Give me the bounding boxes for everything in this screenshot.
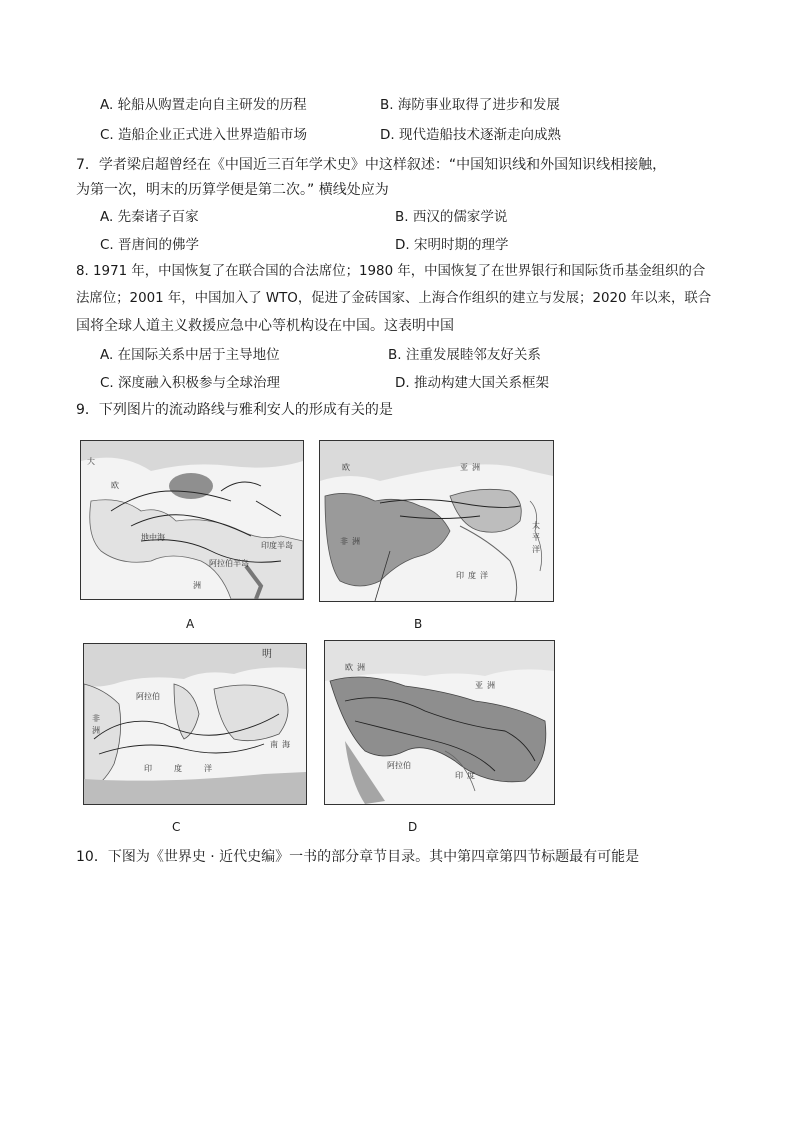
map-b-label-4: 非 bbox=[340, 537, 348, 546]
map-d-label-4: 洲 bbox=[487, 681, 495, 690]
map-b-label-3: 洲 bbox=[472, 463, 480, 472]
q7-option-b[interactable]: B. 西汉的儒家学说 bbox=[395, 209, 508, 225]
map-b-label-8: 洋 bbox=[532, 545, 540, 554]
q8-option-a[interactable]: A. 在国际关系中居于主导地位 bbox=[100, 347, 280, 363]
map-a-label-2: 欧 bbox=[111, 481, 119, 490]
q7-stem-line2: 为第一次，明末的历算学便是第二次。” 横线处应为 bbox=[76, 182, 389, 198]
q7-option-c[interactable]: C. 晋唐间的佛学 bbox=[100, 237, 200, 253]
map-d-label-2: 洲 bbox=[357, 663, 365, 672]
q8-stem-line3: 国将全球人道主义救援应急中心等机构设在中国。这表明中国 bbox=[76, 318, 454, 334]
map-b-label-1: 欧 bbox=[342, 463, 350, 472]
map-d-label-1: 欧 bbox=[345, 663, 353, 672]
map-c-label-5: 非 bbox=[92, 714, 100, 723]
map-c[interactable] bbox=[83, 643, 307, 805]
map-a[interactable] bbox=[80, 440, 304, 600]
map-b[interactable] bbox=[319, 440, 554, 602]
map-a-label-1: 大 bbox=[87, 457, 95, 466]
map-c-label-7: 阿拉伯 bbox=[136, 692, 160, 701]
map-b-drawing bbox=[320, 441, 553, 601]
q7-stem-line1: 7．学者梁启超曾经在《中国近三百年学术史》中这样叙述：“中国知识线和外国知识线相接触， bbox=[76, 157, 667, 173]
map-d[interactable] bbox=[324, 640, 555, 805]
q8-option-d[interactable]: D. 推动构建大国关系框架 bbox=[395, 375, 549, 391]
map-a-label-6: 洲 bbox=[193, 581, 201, 590]
map-a-label-5: 地中海 bbox=[141, 533, 165, 542]
map-b-label-6: 太 bbox=[532, 521, 540, 530]
map-c-label-1: 明 bbox=[262, 649, 272, 660]
map-d-label-5: 阿拉伯 bbox=[387, 761, 411, 770]
q6-option-b[interactable]: B. 海防事业取得了进步和发展 bbox=[380, 97, 560, 113]
q8-option-b[interactable]: B. 注重发展睦邻友好关系 bbox=[388, 347, 541, 363]
q8-option-c[interactable]: C. 深度融入积极参与全球治理 bbox=[100, 375, 281, 391]
map-a-caption: A bbox=[186, 617, 195, 631]
map-b-caption: B bbox=[414, 617, 423, 631]
map-c-label-2: 印 bbox=[144, 764, 152, 773]
map-c-caption: C bbox=[172, 820, 181, 834]
map-b-label-9: 印 bbox=[456, 571, 464, 580]
map-a-drawing bbox=[81, 441, 303, 599]
map-d-label-3: 亚 bbox=[475, 681, 483, 690]
map-c-label-9: 海 bbox=[282, 740, 290, 749]
q8-stem-line1: 8. 1971 年，中国恢复了在联合国的合法席位；1980 年，中国恢复了在世界银行和国际货币基金组织的合 bbox=[76, 264, 706, 279]
q7-option-d[interactable]: D. 宋明时期的理学 bbox=[395, 237, 509, 253]
map-b-label-10: 度 bbox=[468, 571, 476, 580]
map-c-label-8: 南 bbox=[270, 740, 278, 749]
q8-stem-line2: 法席位；2001 年，中国加入了 WTO，促进了金砖国家、上海合作组织的建立与发展；2020 年以来，联合 bbox=[76, 291, 712, 306]
q6-option-d[interactable]: D. 现代造船技术逐渐走向成熟 bbox=[380, 127, 561, 143]
map-c-label-3: 度 bbox=[174, 764, 182, 773]
q6-option-a[interactable]: A. 轮船从购置走向自主研发的历程 bbox=[100, 97, 307, 113]
q6-option-c[interactable]: C. 造船企业正式进入世界造船市场 bbox=[100, 127, 308, 143]
map-a-label-4: 印度半岛 bbox=[261, 541, 293, 550]
map-d-label-7: 度 bbox=[467, 771, 475, 780]
q9-stem: 9．下列图片的流动路线与雅利安人的形成有关的是 bbox=[76, 402, 393, 418]
map-a-label-3: 阿拉伯半岛 bbox=[209, 559, 249, 568]
q10-stem: 10．下图为《世界史 · 近代史编》一书的部分章节目录。其中第四章第四节标题最有可能是 bbox=[76, 849, 640, 865]
map-d-caption: D bbox=[408, 820, 418, 834]
map-b-label-2: 亚 bbox=[460, 463, 468, 472]
map-c-drawing bbox=[84, 644, 306, 804]
map-b-label-5: 洲 bbox=[352, 537, 360, 546]
map-b-label-11: 洋 bbox=[480, 571, 488, 580]
map-b-label-7: 平 bbox=[532, 533, 540, 542]
map-d-label-6: 印 bbox=[455, 771, 463, 780]
map-c-label-6: 洲 bbox=[92, 726, 100, 735]
map-c-label-4: 洋 bbox=[204, 764, 212, 773]
q7-option-a[interactable]: A. 先秦诸子百家 bbox=[100, 209, 199, 225]
